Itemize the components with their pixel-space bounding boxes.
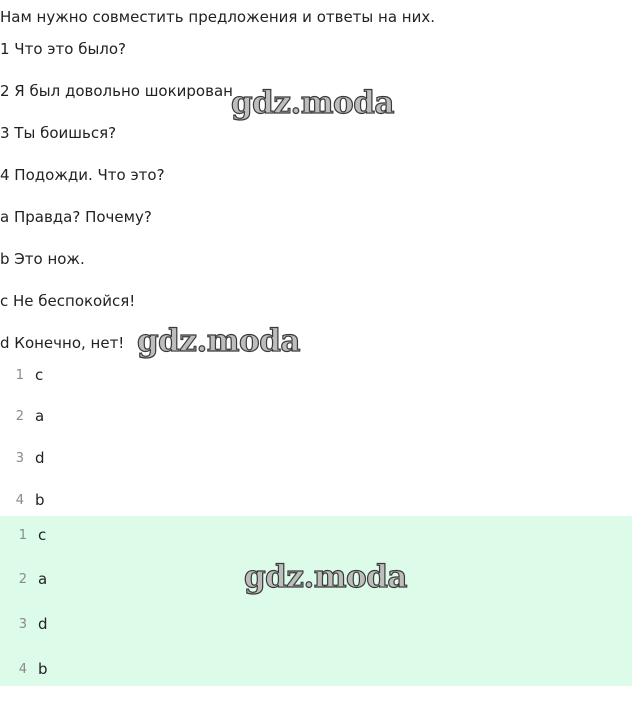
list-item [12,404,44,428]
answer-value: c [38,526,47,544]
option-d: d Конечно, нет! [0,334,125,352]
line-number: 2 [18,571,27,587]
list-item [12,488,45,512]
list-item [12,363,43,387]
task-heading: Нам нужно совместить предложения и ответы на них. [0,8,435,26]
line-number: 3 [18,616,27,632]
line-number: 3 [15,450,24,466]
option-a: a Правда? Почему? [0,208,152,226]
list-item [15,657,48,681]
line-number: 2 [15,408,24,424]
line-number: 1 [15,367,24,383]
answer-value: b [38,660,48,678]
question-2: 2 Я был довольно шокирован [0,82,233,100]
watermark-logo: gdz.moda [231,85,394,121]
list-item [15,612,48,636]
list-item [12,446,45,470]
answer-value: d [38,615,48,633]
line-number: 1 [18,527,27,543]
line-number: 4 [18,661,27,677]
list-item [15,523,46,547]
answer-value: c [35,366,44,384]
answer-value: a [38,570,48,588]
answer-value: b [35,491,45,509]
question-3: 3 Ты боишься? [0,124,117,142]
answer-value: a [35,407,45,425]
highlighted-answer-panel [0,516,632,686]
answer-value: d [35,449,45,467]
line-number: 4 [15,492,24,508]
watermark-logo: gdz.moda [137,323,300,359]
question-4: 4 Подожди. Что это? [0,166,165,184]
list-item [15,567,47,591]
option-c: c Не беспокойся! [0,292,136,310]
watermark-logo: gdz.moda [244,559,407,595]
question-1: 1 Что это было? [0,40,127,58]
option-b: b Это нож. [0,250,85,268]
